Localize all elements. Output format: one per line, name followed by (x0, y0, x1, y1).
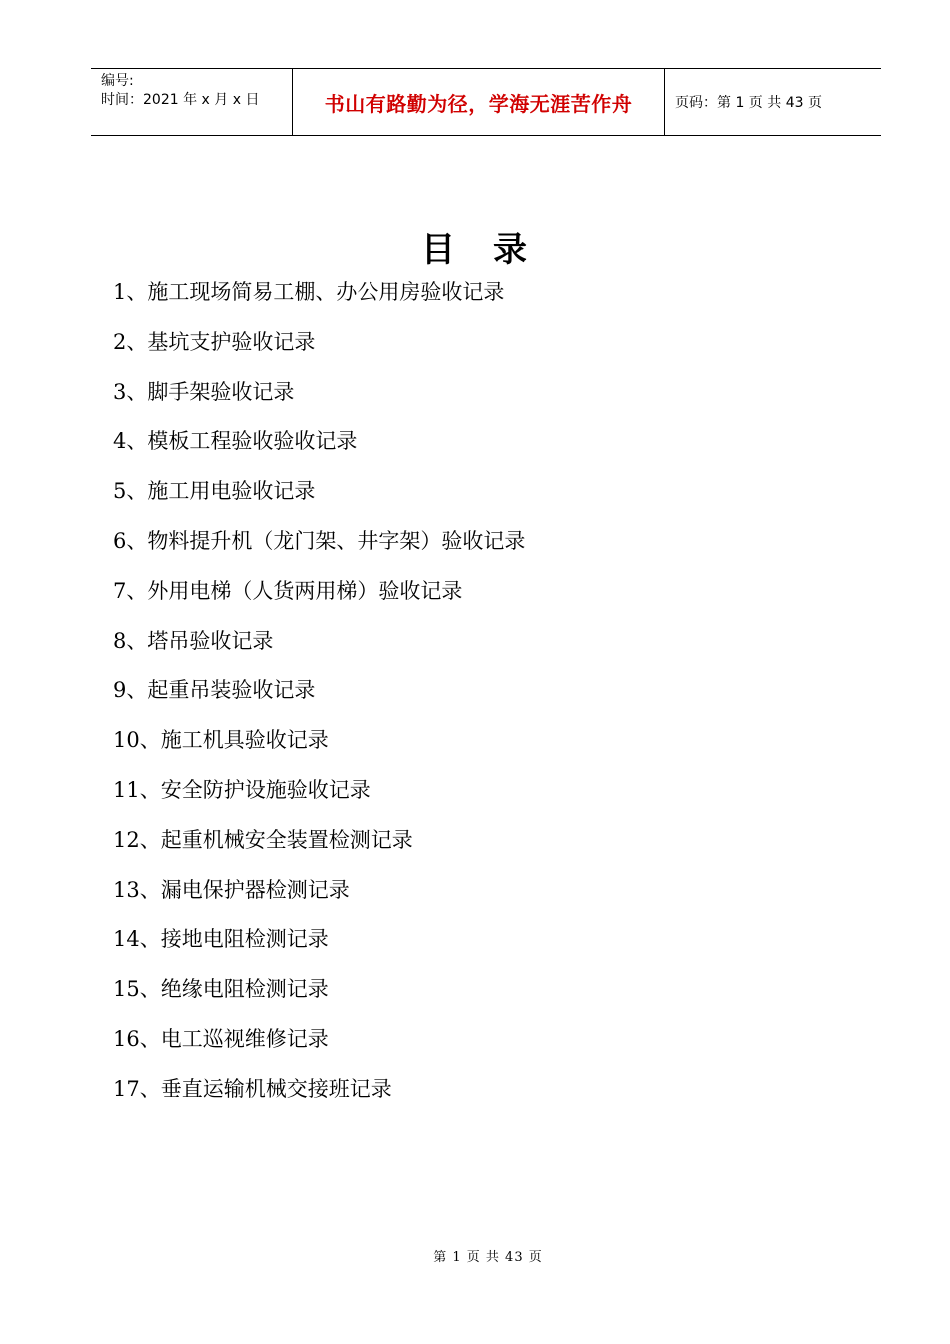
header-meta-cell (91, 69, 293, 135)
toc-item: 9、起重吊装验收记录 (113, 678, 316, 703)
toc-item: 15、绝缘电阻检测记录 (113, 977, 329, 1002)
toc-item: 12、起重机械安全装置检测记录 (113, 827, 413, 852)
toc-item: 6、物料提升机（龙门架、井字架）验收记录 (113, 528, 526, 553)
toc-item: 7、外用电梯（人货两用梯）验收记录 (113, 578, 463, 603)
toc-item: 8、塔吊验收记录 (113, 628, 274, 653)
toc-item: 10、施工机具验收记录 (113, 728, 329, 753)
toc-item: 11、安全防护设施验收记录 (113, 777, 371, 802)
header-page-cell (665, 69, 881, 135)
serial-label: 编号: (101, 73, 134, 89)
toc-item: 2、基坑支护验收记录 (113, 329, 316, 354)
toc-item: 13、漏电保护器检测记录 (113, 877, 350, 902)
header-motto: 书山有路勤为径，学海无涯苦作舟 (324, 91, 633, 116)
header-motto-cell (293, 69, 665, 135)
page-footer: 第 1 页 共 43 页 (433, 1250, 543, 1265)
toc-item: 4、模板工程验收验收记录 (113, 429, 358, 454)
toc-item: 3、脚手架验收记录 (113, 379, 295, 404)
header-page-label: 页码：第 1 页 共 43 页 (675, 95, 822, 111)
toc-item: 16、电工巡视维修记录 (113, 1026, 329, 1051)
table-of-contents (113, 276, 525, 1123)
date-label: 时间：2021 年 x 月 x 日 (101, 92, 260, 108)
page-title: 目 录 (421, 230, 529, 270)
toc-item: 14、接地电阻检测记录 (113, 927, 329, 952)
toc-item: 1、施工现场简易工棚、办公用房验收记录 (113, 280, 505, 304)
toc-item: 17、垂直运输机械交接班记录 (113, 1076, 392, 1101)
toc-item: 5、施工用电验收记录 (113, 479, 316, 504)
page-header (91, 68, 881, 136)
